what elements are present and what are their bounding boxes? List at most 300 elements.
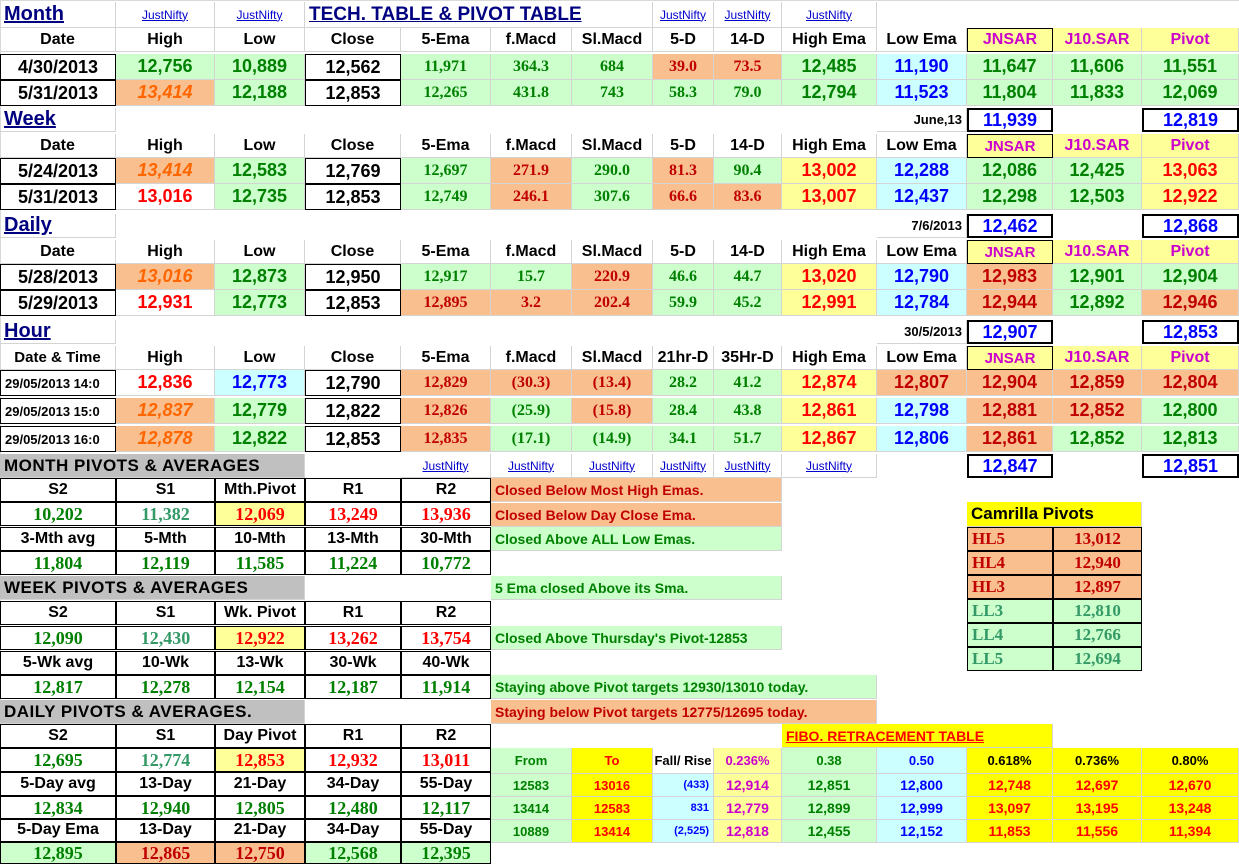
month-row-1-col-9[interactable]: 12,794 <box>782 80 877 106</box>
week-row-1-col-3[interactable]: 12,853 <box>305 184 401 210</box>
daily-header-10[interactable]: Low Ema <box>877 240 967 264</box>
month-header-6[interactable]: Sl.Macd <box>572 28 653 52</box>
week_pivots-avg-header-1[interactable]: 10-Wk <box>116 651 215 675</box>
fibo-row-0-col-0[interactable]: 12583 <box>491 774 572 797</box>
fibo-header-4[interactable]: 0.38 <box>782 748 877 774</box>
fibo-header-2[interactable]: Fall/ Rise <box>653 748 714 774</box>
camrilla-title[interactable]: Camrilla Pivots <box>967 502 1142 527</box>
week-header-6[interactable]: Sl.Macd <box>572 134 653 158</box>
fibo-row-1-col-1[interactable]: 12583 <box>572 797 653 820</box>
week-row-0-col-4[interactable]: 12,697 <box>401 158 491 184</box>
daily_pivots-value-0[interactable]: 12,695 <box>0 748 116 772</box>
daily-row-0-col-2[interactable]: 12,873 <box>215 264 305 290</box>
week_pivots-value-3[interactable]: 13,262 <box>305 626 401 650</box>
fibo-row-1-col-4[interactable]: 12,899 <box>782 797 877 820</box>
daily-row-0-col-0[interactable]: 5/28/2013 <box>0 264 116 290</box>
hour-header-8[interactable]: 35Hr-D <box>714 346 782 370</box>
week_pivots-value-1[interactable]: 12,430 <box>116 626 215 650</box>
hour-row-0-col-7[interactable]: 28.2 <box>653 370 714 396</box>
hour-row-2-col-2[interactable]: 12,822 <box>215 426 305 452</box>
week-row-0-col-11[interactable]: 12,086 <box>967 158 1053 184</box>
daily_pivots-header-2[interactable]: Day Pivot <box>215 724 305 748</box>
month-row-0-col-2[interactable]: 10,889 <box>215 54 305 80</box>
week-header-2[interactable]: Low <box>215 134 305 158</box>
daily-pivots-title[interactable]: DAILY PIVOTS & AVERAGES. <box>0 700 305 724</box>
daily_pivots-avg-value-3[interactable]: 12,480 <box>305 796 401 820</box>
daily-header-11[interactable]: JNSAR <box>967 240 1053 264</box>
daily-row-0-col-1[interactable]: 13,016 <box>116 264 215 290</box>
hour-row-2-col-7[interactable]: 34.1 <box>653 426 714 452</box>
daily_pivots-header-4[interactable]: R2 <box>401 724 491 748</box>
hour-row-0-col-12[interactable]: 12,859 <box>1053 370 1142 396</box>
hour-header-2[interactable]: Low <box>215 346 305 370</box>
hour-row-0-col-10[interactable]: 12,807 <box>877 370 967 396</box>
hour-row-0-col-1[interactable]: 12,836 <box>116 370 215 396</box>
fibo-row-0-col-5[interactable]: 12,800 <box>877 774 967 797</box>
hour-row-0-col-8[interactable]: 41.2 <box>714 370 782 396</box>
daily-header-0[interactable]: Date <box>0 240 116 264</box>
week-row-1-col-4[interactable]: 12,749 <box>401 184 491 210</box>
daily_pivots-avg-header-3[interactable]: 34-Day <box>305 772 401 796</box>
week-header-8[interactable]: 14-D <box>714 134 782 158</box>
daily-row-1-col-2[interactable]: 12,773 <box>215 290 305 316</box>
week-header-4[interactable]: 5-Ema <box>401 134 491 158</box>
week-row-1-col-7[interactable]: 66.6 <box>653 184 714 210</box>
daily-header-4[interactable]: 5-Ema <box>401 240 491 264</box>
daily_pivots-avg-value-4[interactable]: 12,117 <box>401 796 491 820</box>
week_pivots-header-1[interactable]: S1 <box>116 601 215 625</box>
hour-row-0-col-2[interactable]: 12,773 <box>215 370 305 396</box>
daily_pivots-header-0[interactable]: S2 <box>0 724 116 748</box>
fibo-row-0-col-1[interactable]: 13016 <box>572 774 653 797</box>
month-row-1-col-13[interactable]: 12,069 <box>1142 80 1239 106</box>
hour-header-5[interactable]: f.Macd <box>491 346 572 370</box>
daily-row-0-col-4[interactable]: 12,917 <box>401 264 491 290</box>
month_pivots-value-4[interactable]: 13,936 <box>401 502 491 526</box>
week_pivots-header-3[interactable]: R1 <box>305 601 401 625</box>
week-row-0-col-12[interactable]: 12,425 <box>1053 158 1142 184</box>
week_pivots-avg-value-4[interactable]: 11,914 <box>401 675 491 699</box>
fibo-row-1-col-2[interactable]: 831 <box>653 797 714 820</box>
hour-row-2-col-0[interactable]: 29/05/2013 16:0 <box>0 426 116 452</box>
watermark-link[interactable]: JustNifty <box>653 454 714 478</box>
daily_pivots-avg-value-1[interactable]: 12,940 <box>116 796 215 820</box>
week-next-jnsar[interactable]: 11,939 <box>967 108 1053 132</box>
week-row-0-col-2[interactable]: 12,583 <box>215 158 305 184</box>
daily_pivots-value-2[interactable]: 12,853 <box>215 748 305 772</box>
fibo-row-0-col-2[interactable]: (433) <box>653 774 714 797</box>
daily-row-0-col-6[interactable]: 220.9 <box>572 264 653 290</box>
fibo-row-2-col-0[interactable]: 10889 <box>491 820 572 843</box>
hour-row-1-col-10[interactable]: 12,798 <box>877 398 967 424</box>
week_pivots-avg-header-2[interactable]: 13-Wk <box>215 651 305 675</box>
camrilla-value-1[interactable]: 12,940 <box>1053 551 1142 575</box>
month-row-0-col-9[interactable]: 12,485 <box>782 54 877 80</box>
daily_pivots-header-3[interactable]: R1 <box>305 724 401 748</box>
signal-message-4[interactable]: Closed Above Thursday's Pivot-12853 <box>491 626 782 650</box>
month-row-0-col-5[interactable]: 364.3 <box>491 54 572 80</box>
hour-row-0-col-3[interactable]: 12,790 <box>305 370 401 396</box>
daily-header-5[interactable]: f.Macd <box>491 240 572 264</box>
month-row-0-col-6[interactable]: 684 <box>572 54 653 80</box>
daily-section-title[interactable]: Daily <box>0 214 116 238</box>
month-row-1-col-3[interactable]: 12,853 <box>305 80 401 106</box>
week-row-0-col-0[interactable]: 5/24/2013 <box>0 158 116 184</box>
month-row-0-col-4[interactable]: 11,971 <box>401 54 491 80</box>
camrilla-value-2[interactable]: 12,897 <box>1053 575 1142 599</box>
week-header-9[interactable]: High Ema <box>782 134 877 158</box>
daily-ema-header-0[interactable]: 5-Day Ema <box>0 818 116 842</box>
fibo-row-2-col-7[interactable]: 11,556 <box>1053 820 1142 843</box>
hour-row-1-col-1[interactable]: 12,837 <box>116 398 215 424</box>
fibo-row-2-col-5[interactable]: 12,152 <box>877 820 967 843</box>
week_pivots-value-0[interactable]: 12,090 <box>0 626 116 650</box>
month_pivots-avg-header-4[interactable]: 30-Mth <box>401 527 491 551</box>
daily-row-1-col-12[interactable]: 12,892 <box>1053 290 1142 316</box>
month-row-1-col-1[interactable]: 13,414 <box>116 80 215 106</box>
week-row-1-col-6[interactable]: 307.6 <box>572 184 653 210</box>
fibo-header-1[interactable]: To <box>572 748 653 774</box>
hour-row-0-col-4[interactable]: 12,829 <box>401 370 491 396</box>
camrilla-value-3[interactable]: 12,810 <box>1053 599 1142 623</box>
month_pivots-avg-value-2[interactable]: 11,585 <box>215 551 305 575</box>
fibo-title[interactable]: FIBO. RETRACEMENT TABLE <box>782 724 1053 748</box>
hour-row-0-col-5[interactable]: (30.3) <box>491 370 572 396</box>
daily-row-0-col-5[interactable]: 15.7 <box>491 264 572 290</box>
week-header-0[interactable]: Date <box>0 134 116 158</box>
hour-row-0-col-0[interactable]: 29/05/2013 14:0 <box>0 370 116 396</box>
daily-header-9[interactable]: High Ema <box>782 240 877 264</box>
month-pivots-title[interactable]: MONTH PIVOTS & AVERAGES <box>0 454 305 478</box>
week_pivots-avg-value-3[interactable]: 12,187 <box>305 675 401 699</box>
hour-row-2-col-13[interactable]: 12,813 <box>1142 426 1239 452</box>
signal-message-6[interactable]: Staying below Pivot targets 12775/12695 today. <box>491 700 877 724</box>
camrilla-level-1[interactable]: HL4 <box>967 551 1053 575</box>
hour-header-1[interactable]: High <box>116 346 215 370</box>
month-row-1-col-11[interactable]: 11,804 <box>967 80 1053 106</box>
week-row-1-col-10[interactable]: 12,437 <box>877 184 967 210</box>
hour-row-1-col-11[interactable]: 12,881 <box>967 398 1053 424</box>
month-header-13[interactable]: Pivot <box>1142 28 1239 52</box>
daily-ema-value-4[interactable]: 12,395 <box>401 842 491 864</box>
fibo-row-2-col-2[interactable]: (2,525) <box>653 820 714 843</box>
hour-next-label[interactable]: 30/5/2013 <box>877 320 967 344</box>
hour-final-pivot[interactable]: 12,851 <box>1142 454 1239 478</box>
week_pivots-header-4[interactable]: R2 <box>401 601 491 625</box>
hour-header-6[interactable]: Sl.Macd <box>572 346 653 370</box>
hour-row-1-col-6[interactable]: (15.8) <box>572 398 653 424</box>
week-row-1-col-5[interactable]: 246.1 <box>491 184 572 210</box>
month-header-3[interactable]: Close <box>305 28 401 52</box>
signal-message-1[interactable]: Closed Below Day Close Ema. <box>491 503 782 527</box>
hour-row-2-col-6[interactable]: (14.9) <box>572 426 653 452</box>
daily-header-13[interactable]: Pivot <box>1142 240 1239 264</box>
week-row-0-col-1[interactable]: 13,414 <box>116 158 215 184</box>
daily-row-1-col-11[interactable]: 12,944 <box>967 290 1053 316</box>
fibo-row-1-col-7[interactable]: 13,195 <box>1053 797 1142 820</box>
month-row-1-col-4[interactable]: 12,265 <box>401 80 491 106</box>
hour-header-10[interactable]: Low Ema <box>877 346 967 370</box>
daily-row-1-col-8[interactable]: 45.2 <box>714 290 782 316</box>
week-row-1-col-11[interactable]: 12,298 <box>967 184 1053 210</box>
camrilla-level-0[interactable]: HL5 <box>967 527 1053 551</box>
fibo-header-0[interactable]: From <box>491 748 572 774</box>
month_pivots-avg-header-2[interactable]: 10-Mth <box>215 527 305 551</box>
daily-next-pivot[interactable]: 12,868 <box>1142 214 1239 238</box>
week_pivots-header-0[interactable]: S2 <box>0 601 116 625</box>
week-row-0-col-8[interactable]: 90.4 <box>714 158 782 184</box>
month_pivots-avg-value-1[interactable]: 12,119 <box>116 551 215 575</box>
hour-next-jnsar[interactable]: 12,907 <box>967 320 1053 344</box>
month-row-1-col-5[interactable]: 431.8 <box>491 80 572 106</box>
month-header-5[interactable]: f.Macd <box>491 28 572 52</box>
month-header-12[interactable]: J10.SAR <box>1053 28 1142 52</box>
week_pivots-value-4[interactable]: 13,754 <box>401 626 491 650</box>
watermark-link[interactable]: JustNifty <box>116 2 215 28</box>
camrilla-level-2[interactable]: HL3 <box>967 575 1053 599</box>
month-header-0[interactable]: Date <box>0 28 116 52</box>
camrilla-value-4[interactable]: 12,766 <box>1053 623 1142 647</box>
week_pivots-avg-header-4[interactable]: 40-Wk <box>401 651 491 675</box>
fibo-header-6[interactable]: 0.618% <box>967 748 1053 774</box>
month-row-0-col-10[interactable]: 11,190 <box>877 54 967 80</box>
month_pivots-avg-header-0[interactable]: 3-Mth avg <box>0 527 116 551</box>
month_pivots-value-0[interactable]: 10,202 <box>0 502 116 526</box>
week-row-1-col-13[interactable]: 12,922 <box>1142 184 1239 210</box>
week_pivots-avg-header-0[interactable]: 5-Wk avg <box>0 651 116 675</box>
daily-ema-header-3[interactable]: 34-Day <box>305 818 401 842</box>
hour-header-12[interactable]: J10.SAR <box>1053 346 1142 370</box>
camrilla-value-0[interactable]: 13,012 <box>1053 527 1142 551</box>
watermark-link[interactable]: JustNifty <box>491 454 572 478</box>
daily_pivots-value-4[interactable]: 13,011 <box>401 748 491 772</box>
daily_pivots-avg-value-0[interactable]: 12,834 <box>0 796 116 820</box>
week-row-1-col-1[interactable]: 13,016 <box>116 184 215 210</box>
watermark-link[interactable]: JustNifty <box>714 454 782 478</box>
fibo-row-2-col-3[interactable]: 12,818 <box>714 820 782 843</box>
watermark-link[interactable]: JustNifty <box>782 2 877 28</box>
fibo-header-8[interactable]: 0.80% <box>1142 748 1239 774</box>
fibo-row-0-col-8[interactable]: 12,670 <box>1142 774 1239 797</box>
hour-row-2-col-5[interactable]: (17.1) <box>491 426 572 452</box>
hour-row-2-col-10[interactable]: 12,806 <box>877 426 967 452</box>
month_pivots-avg-value-4[interactable]: 10,772 <box>401 551 491 575</box>
camrilla-level-5[interactable]: LL5 <box>967 647 1053 671</box>
fibo-header-3[interactable]: 0.236% <box>714 748 782 774</box>
daily-header-12[interactable]: J10.SAR <box>1053 240 1142 264</box>
hour-row-1-col-13[interactable]: 12,800 <box>1142 398 1239 424</box>
month_pivots-value-2[interactable]: 12,069 <box>215 502 305 526</box>
week-header-10[interactable]: Low Ema <box>877 134 967 158</box>
daily_pivots-avg-header-0[interactable]: 5-Day avg <box>0 772 116 796</box>
week_pivots-header-2[interactable]: Wk. Pivot <box>215 601 305 625</box>
hour-row-1-col-3[interactable]: 12,822 <box>305 398 401 424</box>
daily_pivots-value-3[interactable]: 12,932 <box>305 748 401 772</box>
month_pivots-value-1[interactable]: 11,382 <box>116 502 215 526</box>
hour-row-1-col-8[interactable]: 43.8 <box>714 398 782 424</box>
week_pivots-avg-header-3[interactable]: 30-Wk <box>305 651 401 675</box>
daily_pivots-value-1[interactable]: 12,774 <box>116 748 215 772</box>
month-header-7[interactable]: 5-D <box>653 28 714 52</box>
hour-row-0-col-9[interactable]: 12,874 <box>782 370 877 396</box>
daily-next-jnsar[interactable]: 12,462 <box>967 214 1053 238</box>
month-row-0-col-1[interactable]: 12,756 <box>116 54 215 80</box>
month_pivots-header-1[interactable]: S1 <box>116 478 215 502</box>
hour-row-1-col-12[interactable]: 12,852 <box>1053 398 1142 424</box>
hour-row-1-col-5[interactable]: (25.9) <box>491 398 572 424</box>
daily-row-0-col-12[interactable]: 12,901 <box>1053 264 1142 290</box>
watermark-link[interactable]: JustNifty <box>782 454 877 478</box>
fibo-header-7[interactable]: 0.736% <box>1053 748 1142 774</box>
daily-row-0-col-11[interactable]: 12,983 <box>967 264 1053 290</box>
hour-header-9[interactable]: High Ema <box>782 346 877 370</box>
signal-message-5[interactable]: Staying above Pivot targets 12930/13010 today. <box>491 675 877 699</box>
camrilla-value-5[interactable]: 12,694 <box>1053 647 1142 671</box>
watermark-link[interactable]: JustNifty <box>215 2 305 28</box>
table-title[interactable]: TECH. TABLE & PIVOT TABLE <box>305 2 653 28</box>
daily-ema-header-2[interactable]: 21-Day <box>215 818 305 842</box>
week-row-1-col-12[interactable]: 12,503 <box>1053 184 1142 210</box>
fibo-row-2-col-6[interactable]: 11,853 <box>967 820 1053 843</box>
month_pivots-avg-value-0[interactable]: 11,804 <box>0 551 116 575</box>
daily-row-1-col-0[interactable]: 5/29/2013 <box>0 290 116 316</box>
week-row-1-col-2[interactable]: 12,735 <box>215 184 305 210</box>
daily-header-1[interactable]: High <box>116 240 215 264</box>
hour-next-pivot[interactable]: 12,853 <box>1142 320 1239 344</box>
camrilla-level-3[interactable]: LL3 <box>967 599 1053 623</box>
week-header-11[interactable]: JNSAR <box>967 134 1053 158</box>
watermark-link[interactable]: JustNifty <box>714 2 782 28</box>
daily-row-1-col-4[interactable]: 12,895 <box>401 290 491 316</box>
month_pivots-header-2[interactable]: Mth.Pivot <box>215 478 305 502</box>
week-row-0-col-7[interactable]: 81.3 <box>653 158 714 184</box>
hour-row-2-col-11[interactable]: 12,861 <box>967 426 1053 452</box>
fibo-row-2-col-8[interactable]: 11,394 <box>1142 820 1239 843</box>
month-row-1-col-0[interactable]: 5/31/2013 <box>0 80 116 106</box>
daily-header-8[interactable]: 14-D <box>714 240 782 264</box>
week-pivots-title[interactable]: WEEK PIVOTS & AVERAGES <box>0 576 305 600</box>
daily-row-0-col-3[interactable]: 12,950 <box>305 264 401 290</box>
hour-row-1-col-0[interactable]: 29/05/2013 15:0 <box>0 398 116 424</box>
month-header-11[interactable]: JNSAR <box>967 28 1053 52</box>
daily-row-1-col-3[interactable]: 12,853 <box>305 290 401 316</box>
week-row-0-col-3[interactable]: 12,769 <box>305 158 401 184</box>
week-row-0-col-6[interactable]: 290.0 <box>572 158 653 184</box>
fibo-row-2-col-1[interactable]: 13414 <box>572 820 653 843</box>
week-row-1-col-0[interactable]: 5/31/2013 <box>0 184 116 210</box>
daily-header-2[interactable]: Low <box>215 240 305 264</box>
month-header-10[interactable]: Low Ema <box>877 28 967 52</box>
month_pivots-header-0[interactable]: S2 <box>0 478 116 502</box>
daily-ema-value-1[interactable]: 12,865 <box>116 842 215 864</box>
watermark-link[interactable]: JustNifty <box>401 454 491 478</box>
week-header-12[interactable]: J10.SAR <box>1053 134 1142 158</box>
month-header-8[interactable]: 14-D <box>714 28 782 52</box>
daily-row-1-col-13[interactable]: 12,946 <box>1142 290 1239 316</box>
hour-header-0[interactable]: Date & Time <box>0 346 116 370</box>
hour-row-2-col-8[interactable]: 51.7 <box>714 426 782 452</box>
month-row-1-col-2[interactable]: 12,188 <box>215 80 305 106</box>
daily_pivots-header-1[interactable]: S1 <box>116 724 215 748</box>
week-row-0-col-5[interactable]: 271.9 <box>491 158 572 184</box>
month_pivots-avg-header-3[interactable]: 13-Mth <box>305 527 401 551</box>
daily-row-1-col-6[interactable]: 202.4 <box>572 290 653 316</box>
week-next-pivot[interactable]: 12,819 <box>1142 108 1239 132</box>
signal-message-2[interactable]: Closed Above ALL Low Emas. <box>491 527 782 551</box>
month-section-title[interactable]: Month <box>0 2 116 28</box>
month-row-1-col-10[interactable]: 11,523 <box>877 80 967 106</box>
daily-next-label[interactable]: 7/6/2013 <box>877 214 967 238</box>
daily_pivots-avg-value-2[interactable]: 12,805 <box>215 796 305 820</box>
signal-message-0[interactable]: Closed Below Most High Emas. <box>491 478 782 502</box>
daily-row-0-col-10[interactable]: 12,790 <box>877 264 967 290</box>
daily-ema-value-0[interactable]: 12,895 <box>0 842 116 864</box>
daily-row-1-col-5[interactable]: 3.2 <box>491 290 572 316</box>
daily-ema-value-3[interactable]: 12,568 <box>305 842 401 864</box>
month-row-0-col-13[interactable]: 11,551 <box>1142 54 1239 80</box>
month-header-4[interactable]: 5-Ema <box>401 28 491 52</box>
month-row-0-col-8[interactable]: 73.5 <box>714 54 782 80</box>
watermark-link[interactable]: JustNifty <box>572 454 653 478</box>
fibo-row-1-col-8[interactable]: 13,248 <box>1142 797 1239 820</box>
fibo-row-2-col-4[interactable]: 12,455 <box>782 820 877 843</box>
daily-ema-header-1[interactable]: 13-Day <box>116 818 215 842</box>
hour-row-0-col-6[interactable]: (13.4) <box>572 370 653 396</box>
daily-row-1-col-1[interactable]: 12,931 <box>116 290 215 316</box>
daily-row-0-col-9[interactable]: 13,020 <box>782 264 877 290</box>
fibo-row-0-col-4[interactable]: 12,851 <box>782 774 877 797</box>
week-header-1[interactable]: High <box>116 134 215 158</box>
month_pivots-avg-value-3[interactable]: 11,224 <box>305 551 401 575</box>
daily-row-0-col-13[interactable]: 12,904 <box>1142 264 1239 290</box>
month-header-2[interactable]: Low <box>215 28 305 52</box>
month_pivots-value-3[interactable]: 13,249 <box>305 502 401 526</box>
hour-row-2-col-9[interactable]: 12,867 <box>782 426 877 452</box>
month-row-1-col-12[interactable]: 11,833 <box>1053 80 1142 106</box>
hour-header-3[interactable]: Close <box>305 346 401 370</box>
fibo-row-1-col-3[interactable]: 12,779 <box>714 797 782 820</box>
fibo-row-0-col-7[interactable]: 12,697 <box>1053 774 1142 797</box>
daily_pivots-avg-header-2[interactable]: 21-Day <box>215 772 305 796</box>
week_pivots-avg-value-0[interactable]: 12,817 <box>0 675 116 699</box>
week-header-3[interactable]: Close <box>305 134 401 158</box>
month_pivots-header-4[interactable]: R2 <box>401 478 491 502</box>
daily-row-0-col-7[interactable]: 46.6 <box>653 264 714 290</box>
month-row-0-col-11[interactable]: 11,647 <box>967 54 1053 80</box>
hour-row-2-col-1[interactable]: 12,878 <box>116 426 215 452</box>
fibo-row-0-col-3[interactable]: 12,914 <box>714 774 782 797</box>
month_pivots-avg-header-1[interactable]: 5-Mth <box>116 527 215 551</box>
week-header-13[interactable]: Pivot <box>1142 134 1239 158</box>
month-row-0-col-7[interactable]: 39.0 <box>653 54 714 80</box>
month-row-0-col-12[interactable]: 11,606 <box>1053 54 1142 80</box>
month-header-1[interactable]: High <box>116 28 215 52</box>
daily-header-3[interactable]: Close <box>305 240 401 264</box>
hour-row-1-col-4[interactable]: 12,826 <box>401 398 491 424</box>
hour-final-jnsar[interactable]: 12,847 <box>967 454 1053 478</box>
daily_pivots-avg-header-4[interactable]: 55-Day <box>401 772 491 796</box>
week-row-1-col-8[interactable]: 83.6 <box>714 184 782 210</box>
fibo-row-1-col-0[interactable]: 13414 <box>491 797 572 820</box>
hour-row-0-col-13[interactable]: 12,804 <box>1142 370 1239 396</box>
month-row-0-col-0[interactable]: 4/30/2013 <box>0 54 116 80</box>
week-row-0-col-13[interactable]: 13,063 <box>1142 158 1239 184</box>
week-header-7[interactable]: 5-D <box>653 134 714 158</box>
daily-ema-header-4[interactable]: 55-Day <box>401 818 491 842</box>
daily_pivots-avg-header-1[interactable]: 13-Day <box>116 772 215 796</box>
daily-row-1-col-9[interactable]: 12,991 <box>782 290 877 316</box>
month-row-1-col-7[interactable]: 58.3 <box>653 80 714 106</box>
